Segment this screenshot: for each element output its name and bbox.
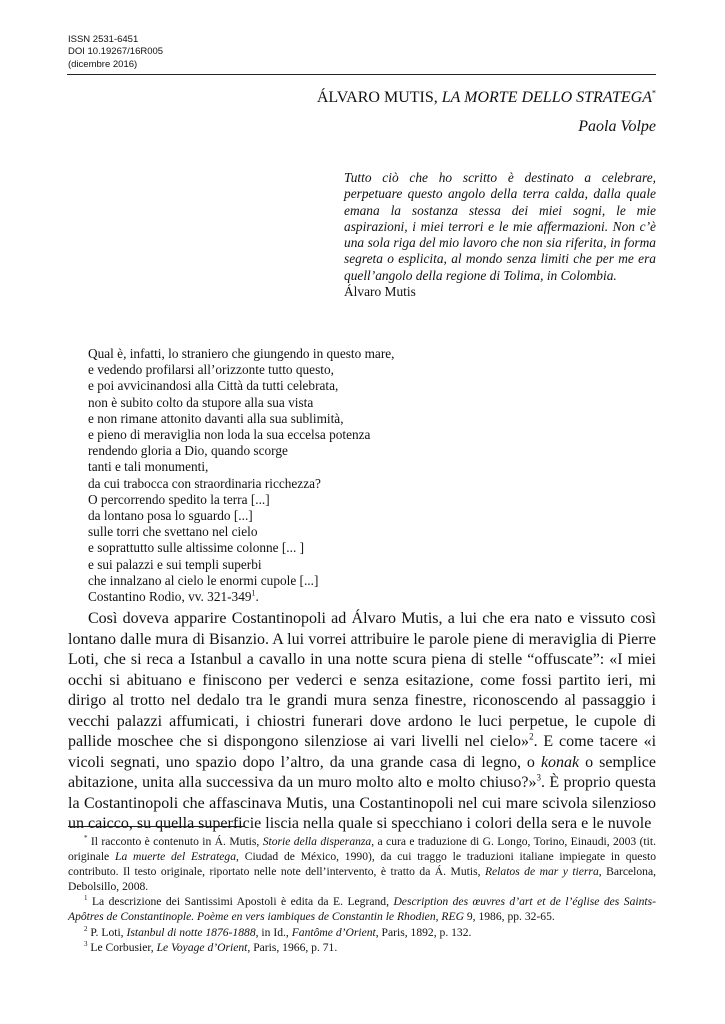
footnote-ref-2[interactable]: 2 xyxy=(529,731,534,742)
footnote-ref-1[interactable]: 1 xyxy=(251,588,256,598)
footnote-rule xyxy=(68,826,244,827)
footnote-text: , Paris, 1966, p. 71. xyxy=(247,940,338,954)
poem-line: e pieno di meraviglia non loda la sua eccelsa potenza xyxy=(88,427,371,443)
footnotes xyxy=(68,834,656,955)
body-term-konak: konak xyxy=(540,753,580,771)
body-text-2: . E come tacere «i vicoli segnati, uno spazio dopo l’altro, da una grande casa di legno, o xyxy=(68,733,657,771)
footnote-title: Relatos de mar y tierra xyxy=(484,865,599,879)
poem-line: non è subito colto da stupore alla sua vista xyxy=(88,394,314,410)
issn: ISSN 2531-6451 xyxy=(68,34,139,45)
footnote-title: Le Voyage d’Orient xyxy=(156,940,248,954)
body-text-4: . È proprio questa la Costantinopoli che affascinava Mutis, una Costantinopoli nel cui mare scivola silenzioso un caicco, su quella superficie liscia nella quale si specchiano i colori della sera e le nuvole xyxy=(68,774,657,832)
doi: DOI 10.19267/16R005 xyxy=(68,46,164,58)
body-text-1: Così doveva apparire Costantinopoli ad Álvaro Mutis, a lui che era nato e vissuto così lontano dalle mura di Bisanzio. A lui vorrei attribuire le parole piene di meraviglia di Pierre Loti, che si reca a Istanbul a cavallo in una notte scura piena di stelle “offuscate”: «I miei occhi si abituano e finiscono per vederci e senza esitazione, come fossi partito ieri, mi dirigo al trotto nel dedalo tra le grandi mura senza finestre, riconoscendo al passaggio i vecchi palazzi affumicati, i chiostri funerari dove ardono le luci perpetue, le cupole di pallide moschee che si dispongono silenziose ai vari livelli nel cielo» xyxy=(68,610,656,750)
footnote-title: REG xyxy=(441,910,464,924)
issue-date: (dicembre 2016) xyxy=(68,58,138,70)
footnote-text: , Barcelona, Debolsillo, 2008. xyxy=(68,865,656,894)
poem-source-end: . xyxy=(255,589,259,605)
poem-line: da lontano posa lo sguardo [...] xyxy=(88,508,253,524)
epigraph xyxy=(344,170,656,300)
footnote-text: , in Id., xyxy=(255,925,292,939)
article-title xyxy=(317,89,656,107)
poem-line: e vedendo profilarsi all’orizzonte tutto questo, xyxy=(88,362,334,378)
title-footnote-mark: * xyxy=(652,88,656,98)
footnote-2 xyxy=(68,925,656,940)
footnote-text: 9, 1986, pp. 32-65. xyxy=(463,910,555,924)
journal-metadata xyxy=(68,34,163,71)
footnote-title: Storie della disperanza xyxy=(262,835,372,848)
poem-line: e non rimane attonito davanti alla sua sublimità, xyxy=(88,410,344,426)
epigraph-text: Tutto ciò che ho scritto è destinato a celebrare, perpetuare questo angolo della terra calda, dalla quale emana la sostanza stessa dei miei sogni, le mie aspirazioni, i miei terrori e le mie affermazioni. Non c’è una sola riga del mio lavoro che non sia riferita, in forma segreta o esplicita, al mondo senza limiti che per me era quell’angolo della regione di Tolima, in Colombia. xyxy=(344,170,656,283)
footnote-mark: 2 xyxy=(84,924,88,933)
poem-line: e sui palazzi e sui templi superbi xyxy=(88,556,262,572)
body-text-3: o semplice abitazione, unita alla successiva da un muro molto alto e molto chiuso?» xyxy=(68,753,656,791)
article-author: Paola Volpe xyxy=(578,118,656,135)
footnote-mark: 3 xyxy=(84,939,88,948)
poem-line: sulle torri che svettano nel cielo xyxy=(88,524,258,540)
footnote-3 xyxy=(68,940,656,955)
poem-line: Qual è, infatti, lo straniero che giungendo in questo mare, xyxy=(88,346,395,361)
poem-line: e poi avvicinandosi alla Città da tutti celebrata, xyxy=(88,378,339,394)
footnote-star xyxy=(68,834,656,894)
footnote-ref-3[interactable]: 3 xyxy=(536,772,541,783)
header-rule xyxy=(67,74,656,75)
poem-quotation xyxy=(88,346,394,605)
footnote-text: Il racconto è contenuto in Á. Mutis, xyxy=(87,835,263,848)
poem-line: O percorrendo spedito la terra [...] xyxy=(88,491,270,507)
poem-line: da cui trabocca con straordinaria ricchezza? xyxy=(88,475,321,491)
footnote-text: , a cura e traduzione di G. Longo, Torino, Einaudi, 2003 (tit. originale xyxy=(68,835,656,864)
footnote-title: Fantôme d’Orient xyxy=(291,925,376,939)
poem-line: e soprattutto sulle altissime colonne [... ] xyxy=(88,540,305,556)
footnote-text: Le Corbusier, xyxy=(87,940,157,954)
footnote-mark: 1 xyxy=(84,894,88,903)
footnote-text: La descrizione dei Santissimi Apostoli è edita da E. Legrand, xyxy=(87,895,394,909)
footnote-text: , Ciudad de México, 1990), da cui traggo le traduzioni italiane impiegate in questo contributo. Il testo originale, riportato nelle note dell’intervento, è tratto da Á. Mutis, xyxy=(68,850,656,879)
poem-line: rendendo gloria a Dio, quando scorge xyxy=(88,443,288,459)
footnote-text: , xyxy=(435,910,442,924)
poem-source-text: Costantino Rodio, vv. 321-349 xyxy=(88,589,252,605)
epigraph-attribution: Álvaro Mutis xyxy=(344,284,416,300)
footnote-title: Istanbul di notte 1876-1888 xyxy=(126,925,256,939)
footnote-mark: * xyxy=(84,834,88,843)
poem-line: tanti e tali monumenti, xyxy=(88,459,209,475)
poem-line: che innalzano al cielo le enormi cupole [...] xyxy=(88,572,319,588)
footnote-title: La muerte del Estratega xyxy=(115,850,237,864)
title-author: ÁLVARO MUTIS, xyxy=(316,89,442,106)
footnote-text: , Paris, 1892, p. 132. xyxy=(375,925,472,939)
footnote-title: Description des œuvres d’art et de l’église des Saints-Apôtres de Constantinople. Poème en vers iambiques de Constantin le Rhodien xyxy=(68,895,656,924)
body-paragraph xyxy=(68,609,656,835)
title-work: LA MORTE DELLO STRATEGA xyxy=(441,89,652,106)
poem-source xyxy=(88,589,394,605)
footnote-text: P. Loti, xyxy=(87,925,127,939)
footnote-1 xyxy=(68,894,656,924)
